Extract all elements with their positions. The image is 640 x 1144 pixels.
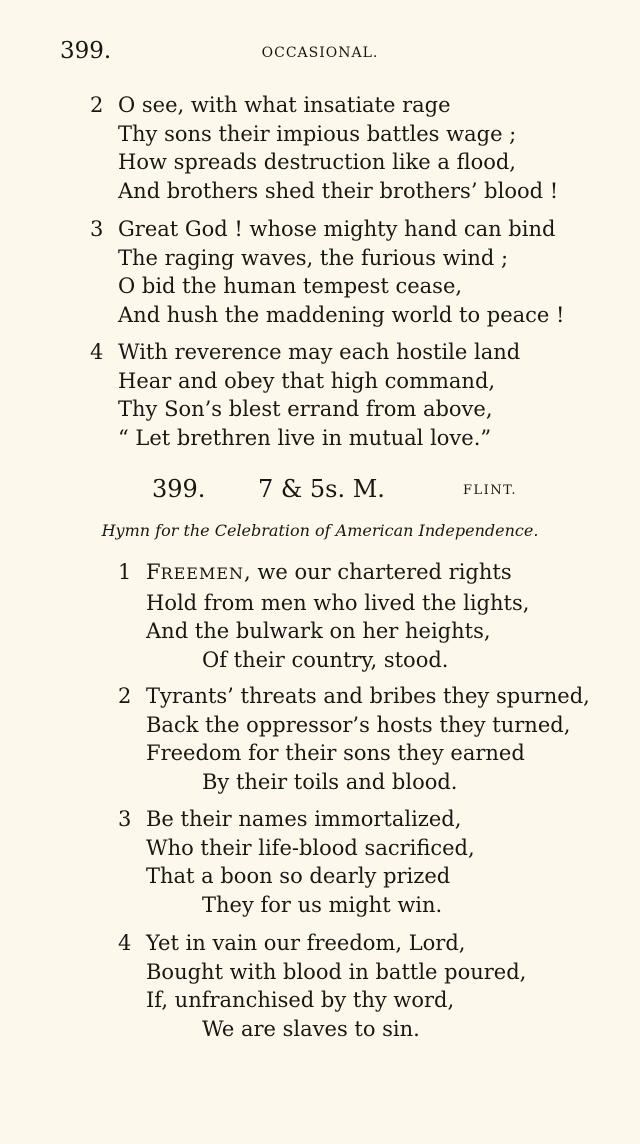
stanza-number: 4 <box>118 931 132 955</box>
verse-line: By their toils and blood. <box>202 769 458 794</box>
verse-line: “ Let brethren live in mutual love.” <box>118 425 492 450</box>
verse-line: O bid the human tempest cease, <box>118 274 463 298</box>
verse-line: Be their names immortalized, <box>146 807 462 831</box>
stanza-number: 2 <box>90 93 104 117</box>
verse-line: Thy Son’s blest errand from above, <box>118 397 493 421</box>
page-header <box>60 38 580 68</box>
running-head: OCCASIONAL. <box>261 45 379 61</box>
verse-line: If, unfranchised by thy word, <box>146 988 455 1012</box>
hymn-meter: 7 & 5s. M. <box>258 475 385 503</box>
verse-line: O see, with what insatiate rage <box>118 93 451 117</box>
hymn-stanza-2 <box>118 682 590 796</box>
verse-line-first <box>146 558 529 589</box>
verse-line: And the bulwark on her heights, <box>146 619 491 643</box>
verse-line: Great God ! whose mighty hand can bind <box>118 217 556 241</box>
verse-line: Bought with blood in battle poured, <box>146 959 527 984</box>
verse-line: Of their country, stood. <box>202 647 449 672</box>
verse-line: And hush the maddening world to peace ! <box>118 302 565 327</box>
page-number: 399. <box>60 38 112 64</box>
verse-line: We are slaves to sin. <box>202 1016 420 1041</box>
verse-line: Hold from men who lived the lights, <box>146 590 530 615</box>
prev-hymn-stanza-4 <box>90 338 521 452</box>
stanza-number: 3 <box>90 217 104 241</box>
verse-line: The raging waves, the furious wind ; <box>118 245 509 270</box>
hymn-stanza-3 <box>118 805 475 919</box>
verse-line-rest: , we our chartered rights <box>244 560 512 584</box>
verse-line: Back the oppressor’s hosts they turned, <box>146 712 571 737</box>
verse-line: With reverence may each hostile land <box>118 340 521 364</box>
verse-line: How spreads destruction like a flood, <box>118 150 516 174</box>
verse-line: Hear and obey that high command, <box>118 368 496 393</box>
stanza-number: 2 <box>118 684 132 708</box>
stanza-number: 3 <box>118 807 132 831</box>
verse-line: And brothers shed their brothers’ blood ! <box>118 178 559 203</box>
verse-line: Yet in vain our freedom, Lord, <box>146 931 466 955</box>
verse-line: Who their life-blood sacrificed, <box>146 835 475 860</box>
stanza-number: 1 <box>118 560 132 584</box>
hymn-heading <box>0 475 640 509</box>
drop-initial: F <box>146 560 161 584</box>
verse-line: Thy sons their impious battles wage ; <box>118 121 517 146</box>
hymn-number: 399. <box>152 475 206 503</box>
small-caps-word: REEMEN <box>160 564 245 583</box>
prev-hymn-stanza-3 <box>90 215 565 329</box>
verse-line: They for us might win. <box>202 892 443 917</box>
hymn-stanza-1 <box>118 558 530 674</box>
prev-hymn-stanza-2 <box>90 91 559 205</box>
verse-line: Freedom for their sons they earned <box>146 741 525 765</box>
verse-line: Tyrants’ threats and bribes they spurned, <box>146 684 590 708</box>
hymn-stanza-4 <box>118 929 527 1043</box>
stanza-number: 4 <box>90 340 104 364</box>
hymn-tune: FLINT. <box>463 483 518 498</box>
verse-line: That a boon so dearly prized <box>146 864 451 888</box>
hymn-title: Hymn for the Celebration of American Independence. <box>101 521 539 540</box>
